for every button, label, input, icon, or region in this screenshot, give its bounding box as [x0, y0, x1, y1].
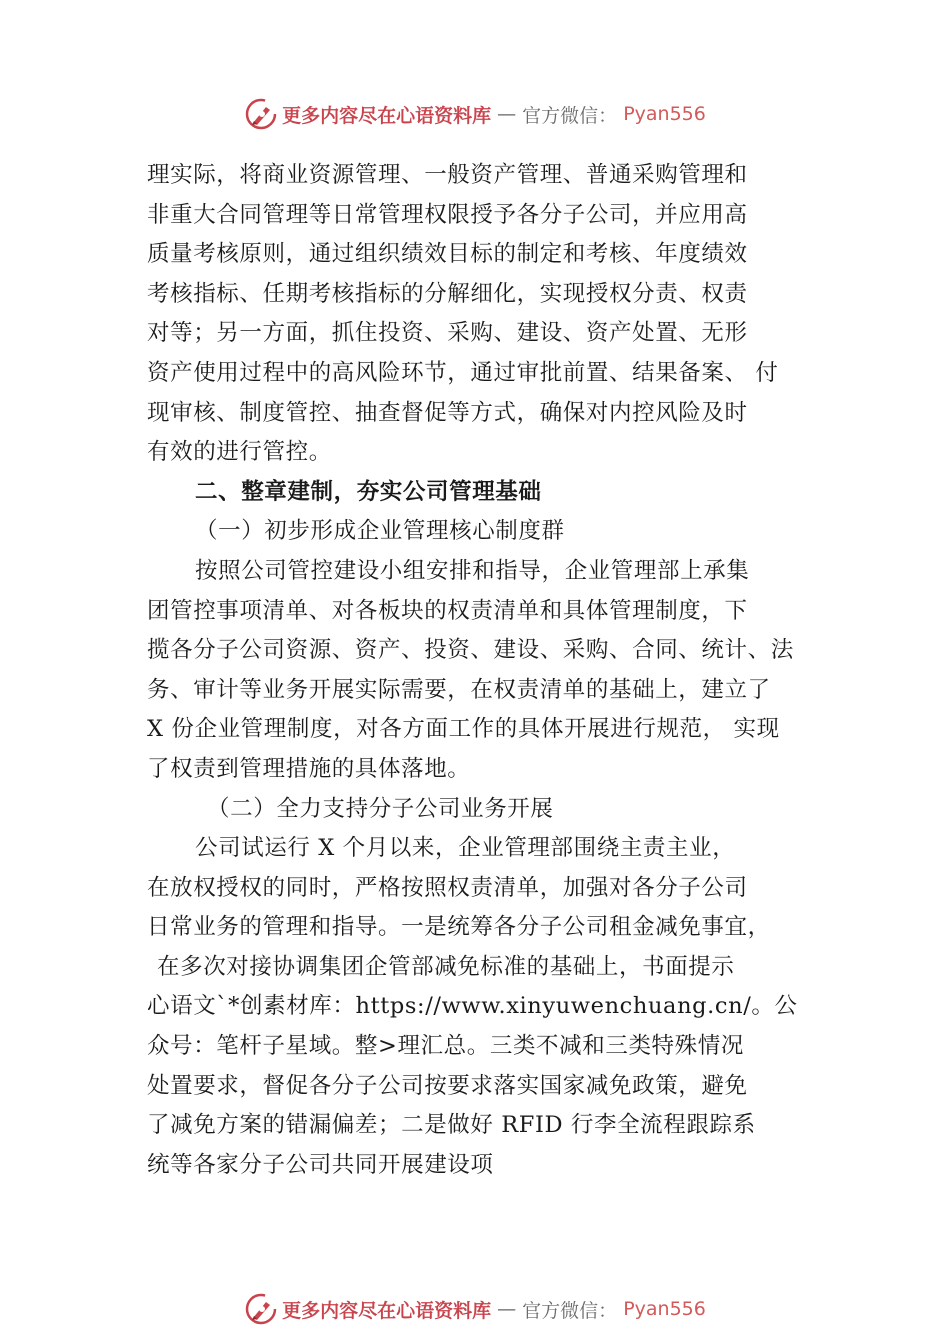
pen-logo-icon — [244, 97, 278, 131]
text-line: 资产使用过程中的高风险环节，通过审批前置、结果备案、 付 — [147, 359, 779, 386]
banner-wechat-id: Pyan556 — [623, 103, 706, 125]
subsection-heading-1: （一）初步形成企业管理核心制度群 — [195, 518, 565, 545]
banner-separator: — — [497, 1298, 517, 1320]
text-line: 质量考核原则，通过组织绩效目标的制定和考核、年度绩效 — [147, 241, 748, 268]
banner-title: 更多内容尽在心语资料库 — [282, 1299, 492, 1322]
text-line: 处置要求，督促各分子公司按要求落实国家减免政策，避免 — [147, 1072, 748, 1099]
banner-wechat-label: 官方微信： — [522, 104, 618, 127]
pen-logo-icon — [244, 1292, 278, 1326]
text-line: 在放权授权的同时，严格按照权责清单，加强对各分子公司 — [147, 874, 748, 901]
text-line: 了权责到管理措施的具体落地。 — [147, 755, 471, 782]
text-line: 公司试运行 X 个月以来，企业管理部围绕主责主业， — [195, 835, 736, 862]
text-line: 团管控事项清单、对各板块的权责清单和具体管理制度，下 — [147, 597, 748, 624]
header-banner — [0, 94, 950, 134]
document-body — [147, 156, 817, 1185]
text-line: 揽各分子公司资源、资产、投资、建设、采购、合同、统计、法 — [147, 637, 794, 664]
banner-wechat-id: Pyan556 — [623, 1298, 706, 1320]
section-heading: 二、整章建制，夯实公司管理基础 — [195, 478, 542, 505]
paragraph-1 — [147, 156, 817, 473]
text-line: 在多次对接协调集团企管部减免标准的基础上，书面提示 — [157, 953, 735, 980]
text-line: 统等各家分子公司共同开展建设项 — [147, 1151, 494, 1178]
text-line: 理实际，将商业资源管理、一般资产管理、普通采购管理和 — [147, 162, 748, 188]
text-line: 考核指标、任期考核指标的分解细化，实现授权分责、权责 — [147, 280, 748, 307]
text-line: 日常业务的管理和指导。一是统筹各分子公司租金减免事宜， — [147, 914, 771, 941]
text-line: 务、审计等业务开展实际需要，在权责清单的基础上，建立了 — [147, 676, 771, 703]
text-line: 现审核、制度管控、抽查督促等方式，确保对内控风险及时 — [147, 399, 748, 426]
banner-title: 更多内容尽在心语资料库 — [282, 104, 492, 127]
text-line: 非重大合同管理等日常管理权限授予各分子公司，并应用高 — [147, 201, 748, 228]
text-line: 有效的进行管控。 — [147, 439, 332, 466]
text-line: 对等；另一方面，抓住投资、采购、建设、资产处置、无形 — [147, 320, 748, 347]
text-line: 众号：笔杆子星域。整>理汇总。三类不减和三类特殊情况 — [147, 1033, 744, 1060]
text-line: X 份企业管理制度，对各方面工作的具体开展进行规范， 实现 — [147, 716, 780, 743]
text-line: 按照公司管控建设小组安排和指导，企业管理部上承集 — [195, 557, 750, 584]
banner-wechat-label: 官方微信： — [522, 1299, 618, 1322]
text-line: 了减免方案的错漏偏差；二是做好 RFID 行李全流程跟踪系 — [147, 1112, 756, 1139]
banner-separator: — — [497, 103, 517, 125]
footer-banner — [0, 1289, 950, 1329]
paragraph-2 — [147, 552, 817, 790]
subsection-heading-2: （二）全力支持分子公司业务开展 — [207, 795, 554, 822]
paragraph-3 — [147, 829, 817, 1185]
text-line: 心语文`*创素材库：https://www.xinyuwenchuang.cn/。公 — [147, 993, 798, 1020]
